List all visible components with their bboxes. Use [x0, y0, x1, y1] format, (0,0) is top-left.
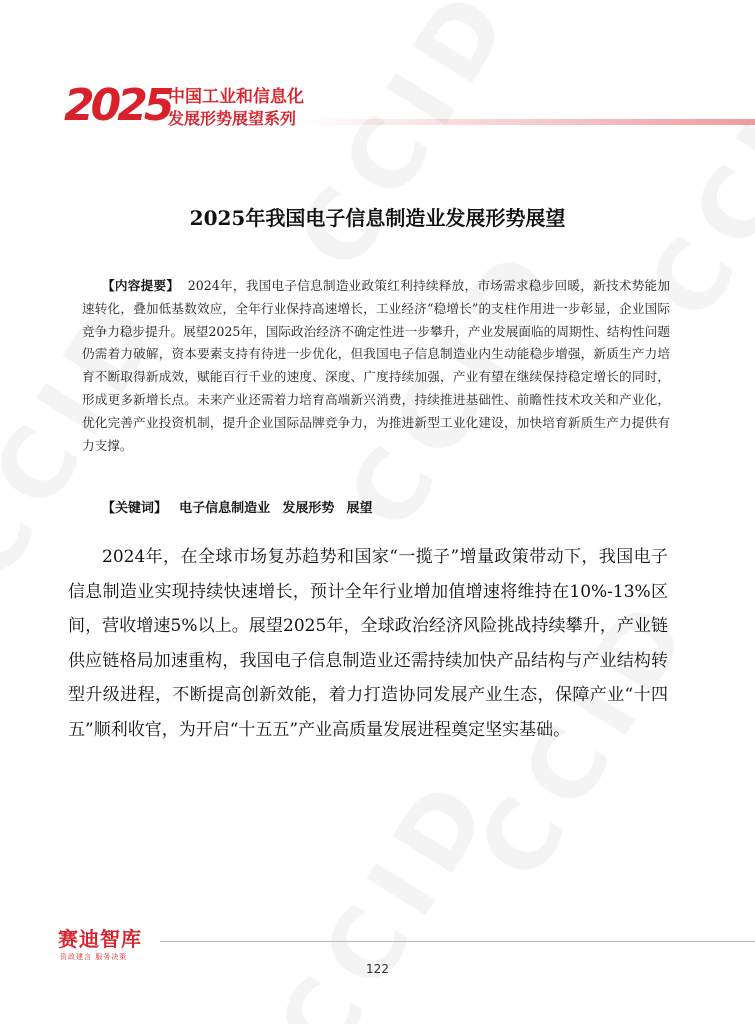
watermark-text: [276, 0, 536, 288]
footer-divider: [160, 941, 755, 942]
page-number: 122: [366, 962, 389, 976]
abstract-text: 2024年，我国电子信息制造业政策红利持续释放，市场需求稳步回暖，新技术势能加速转化，叠加低基数效应，全年行业保持高速增长，工业经济“稳增长”的支柱作用进一步彰显，企业国际竞争力稳步提升。展望2025年，国际政治经济不确定性进一步攀升，产业发展面临的周期性、结构性问题仍需着力破解，资本要素支持有待进一步优化，但我国电子信息制造业内生动能稳步增强，新质生产力培育不断取得新成效，赋能百行千业的速度、深度、广度持续加强，产业有望在继续保持稳定增长的同时，形成更多新增长点。未来产业还需着力培育高端新兴消费，持续推进基础性、前瞻性技术攻关和产业化，优化完善产业投资机制，提升企业国际品牌竞争力，为推进新型工业化建设，加快培育新质生产力提供有力支撑。: [82, 278, 670, 453]
series-title-line2: 发展形势展望系列: [168, 109, 297, 128]
keyword-item: 电子信息制造业: [179, 501, 271, 516]
keyword-item: 展望: [346, 501, 373, 516]
keywords-label: 【关键词】: [102, 501, 168, 516]
abstract-label: 【内容提要】: [102, 278, 180, 293]
ccid-think-tank-logo: 赛迪智库: [58, 927, 142, 951]
series-header: [168, 86, 304, 130]
body-paragraph: 2024年，在全球市场复苏趋势和国家“一揽子”增量政策带动下，我国电子信息制造业实现持续快速增长，预计全年行业增加值增速将维持在10%-13%区间，营收增速5%以上。展望2025年，全球政治经济风险挑战持续攀升，产业链供应链格局加速重构，我国电子信息制造业还需持续加快产品结构与产业结构转型升级进程，不断提高创新效能，着力打造协同发展产业生态，保障产业“十四五”顺利收官，为开启“十五五”产业高质量发展进程奠定坚实基础。: [68, 547, 668, 740]
keywords: [102, 499, 372, 519]
footer-slogan: 资政建言 服务决策: [60, 953, 128, 961]
watermark-text: [256, 754, 516, 1024]
series-title-line1: 中国工业和信息化: [168, 87, 304, 107]
keyword-item: 发展形势: [282, 501, 335, 516]
abstract: [82, 275, 670, 457]
header-divider: [300, 119, 755, 125]
page-title: 2025年我国电子信息制造业发展形势展望: [189, 206, 566, 230]
logo-2025: 2025: [64, 80, 171, 131]
